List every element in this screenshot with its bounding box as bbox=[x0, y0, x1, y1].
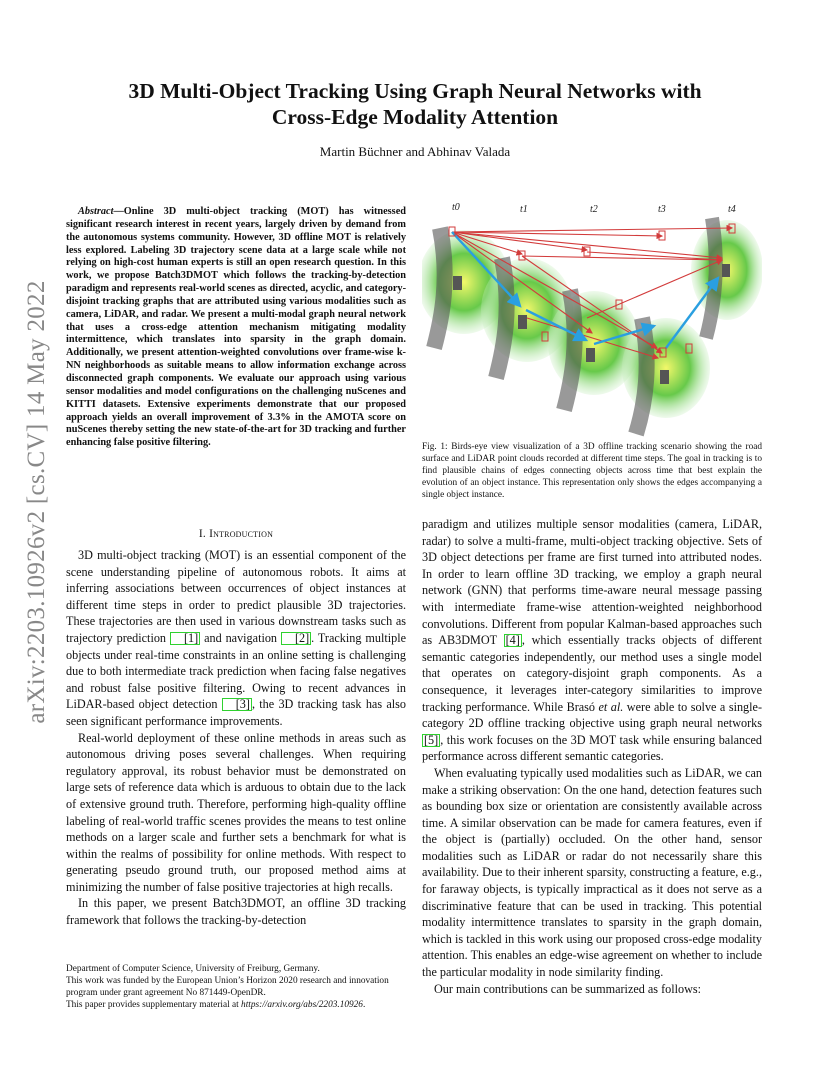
arxiv-id: arXiv:2203.10926v2 [cs.CV] 14 May 2022 bbox=[23, 280, 50, 724]
time-label: t0 bbox=[452, 202, 460, 213]
lidar-frame-t4 bbox=[691, 218, 762, 338]
abstract-label: Abstract bbox=[78, 206, 114, 217]
abstract-text: —Online 3D multi-object tracking (MOT) has witnessed significant research interest in recent years, largely driven by demand from the autonomous systems community. However, 3D offline MOT is relatively less explored. Labeling 3D trajectory scene data at a large scale while not relying on high-cost human experts is still an open research question. In this work, we propose Batch3DMOT which follows the tracking-by-detection paradigm and represents real-world scenes as directed, acyclic, and category-disjoint tracking graphs that are attributed using various modalities such as camera, LiDAR, and radar. We present a multi-modal graph neural network that uses a cross-edge attention mechanism mitigating modality intermittence, which translates into sparsity in the graph domain. Additionally, we present attention-weighted convolutions over frame-wise k-NN neighborhoods as suitable means to allow information exchange across disconnected graph components. We evaluate our approach using various sensor modalities and model configurations on the challenging nuScenes and KITTI datasets. Extensive experiments demonstrate that our proposed approach yields an overall improvement of 3.3% in the AMOTA score on nuScenes thereby setting the new state-of-the-art for 3D tracking and further enhancing false positive filtering. bbox=[66, 206, 406, 449]
intro-paragraph-1: 3D multi-object tracking (MOT) is an essential component of the scene understanding pipeline of autonomous robots. It aims at inferring associations between occurrences of object instances at different time steps in order to predict plausible 3D trajectories. These trajectories are then used in various downstream tasks such as trajectory prediction [1] and navigation [2] . Tracking multiple objects under real-time constraints in an online setting is challenging due to both intermediate track prediction when facing false negatives and robust false positive filtering. Owing to recent advances in LiDAR-based object detection [3] , the 3D tracking task has also seen significant performance improvements. bbox=[66, 548, 407, 728]
time-label: t4 bbox=[728, 204, 736, 215]
arxiv-sidebar bbox=[22, 277, 52, 727]
citation-link[interactable]: [1] bbox=[170, 632, 200, 645]
intro-paragraph-6: Our main contributions can be summarized as follows: bbox=[434, 981, 702, 996]
title-line-1: 3D Multi-Object Tracking Using Graph Neural Networks with bbox=[128, 79, 702, 103]
intro-right-column bbox=[422, 516, 762, 997]
title-line-2: Cross-Edge Modality Attention bbox=[271, 105, 559, 129]
abstract bbox=[66, 206, 406, 450]
footnote-affiliation: Department of Computer Science, University of Freiburg, Germany. bbox=[66, 964, 320, 974]
citation-link[interactable]: [3] bbox=[222, 698, 252, 711]
authors: Martin Büchner and Abhinav Valada bbox=[319, 144, 511, 159]
intro-left-column bbox=[66, 547, 406, 929]
citation-link[interactable]: [5] bbox=[424, 732, 439, 747]
section-heading bbox=[66, 528, 406, 540]
intro-paragraph-2: Real-world deployment of these online methods in areas such as autonomous driving poses several challenges. When requiring regulatory approval, its robust behavior must be demonstrated on large sets of reference data which is arduous to obtain due to the lack of extensive ground truth. Therefore, performing high-quality offline labeling of real-world traffic scenes provides the means to test online methods on a larger scale and further sets a benchmark for what is within the realms of possibility for online methods. With respect to generating pseudo ground truth, our proposed method aims at minimizing the number of false positive trajectories at high recalls. bbox=[66, 730, 406, 894]
section-title: Introduction bbox=[209, 528, 274, 540]
citation-link[interactable]: [2] bbox=[281, 632, 311, 645]
section-number: I. bbox=[198, 528, 206, 540]
time-label: t3 bbox=[658, 204, 666, 215]
figure-1 bbox=[422, 198, 762, 438]
tracking-graph-figure bbox=[422, 198, 762, 438]
intro-paragraph-5: When evaluating typically used modalities such as LiDAR, we can make a striking observation: On the one hand, detection features such as bounding box size or orientation are consistently available across time. A similar observation can be made for camera features, even if the object is (partially) occluded. On the other hand, sensor modalities such as LiDAR or radar do not necessarily share this availability. Due to their inherent sparsity, constructing a feature, e.g., for faraway objects, is typically impractical as it does not serve as a discriminative feature that can be used in tracking. This potential modality intermittence translates to sparsity in the graph domain, which is tackled in this work using our proposed cross-edge modality attention. This enables an edge-wise agreement on whether to include the particular modality in node similarity finding. bbox=[422, 765, 762, 980]
supplementary-link[interactable]: https://arxiv.org/abs/2203.10926 bbox=[241, 999, 363, 1010]
paper-title bbox=[60, 78, 770, 130]
figure-caption: Fig. 1: Birds-eye view visualization of a 3D offline tracking scenario showing the road surface and LiDAR point clouds recorded at different time steps. The goal in tracking is to find plausible chains of edges connecting objects across time that best explain the evolution of an object instance. This representation only shows the edges accompanying a single object instance. bbox=[422, 442, 762, 500]
footnote bbox=[66, 963, 411, 1012]
intro-paragraph-3: In this paper, we present Batch3DMOT, an offline 3D tracking framework that follows the tracking-by-detection bbox=[66, 896, 406, 928]
time-label: t1 bbox=[520, 204, 528, 215]
footnote-supplementary: This paper provides supplementary material at https://arxiv.org/abs/2203.10926. bbox=[66, 999, 366, 1010]
footnote-funding: This work was funded by the European Union’s Horizon 2020 research and innovation program under grant agreement No 871449-OpenDR. bbox=[66, 975, 389, 998]
intro-paragraph-4: paradigm and utilizes multiple sensor modalities (camera, LiDAR, radar) to solve a multi-frame, multi-object tracking objective. Sets of 3D object detections per frame are first turned into attributed nodes. In order to learn offline 3D tracking, we employ a graph neural network (GNN) that performs time-aware neural message passing with intermediate frame-wise attention-weighted neighborhood convolutions. Different from popular Kalman-based approaches such as AB3DMOT [4] , which essentially tracks objects of different semantic categories independently, our method uses a single model that operates on category-disjoint graph components. As a consequence, it leverages inter-category similarities to improve tracking performance. While Brasó et al. were able to solve a single-category 2D offline tracking objective using graph neural networks [5] , this work focuses on the 3D MOT task while ensuring balanced performance across different semantic categories. bbox=[422, 517, 762, 764]
time-label: t2 bbox=[590, 204, 598, 215]
citation-link[interactable]: [4] bbox=[505, 633, 520, 648]
